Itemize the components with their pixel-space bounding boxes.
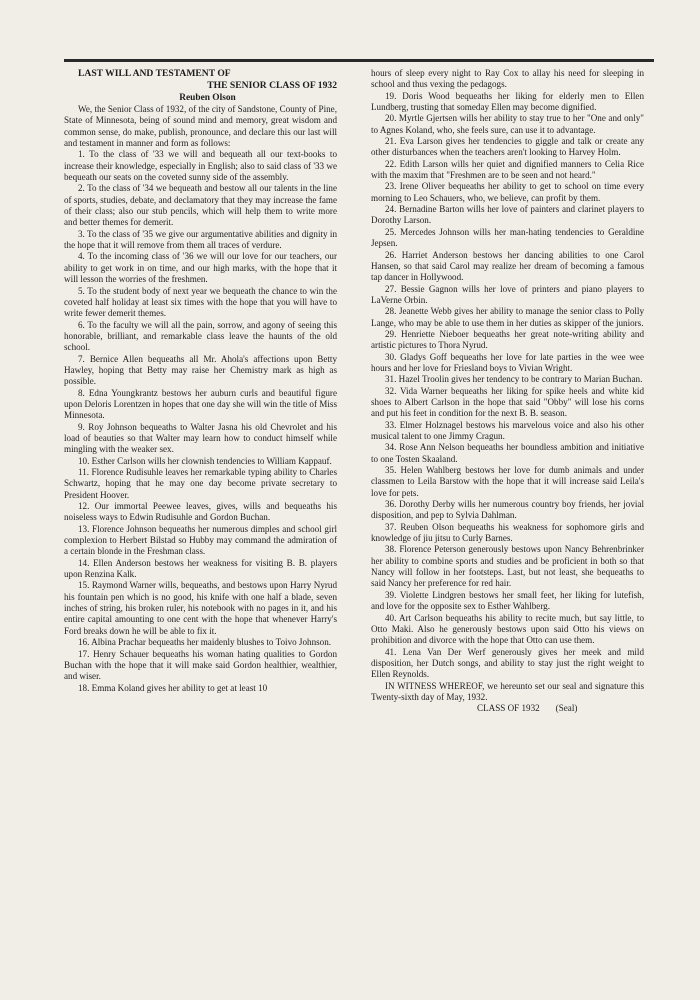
continued-text: hours of sleep every night to Ray Cox to allay his need for sleeping in school and thus vexing the pedagogs. — [371, 68, 644, 90]
will-item: 7. Bernice Allen bequeaths all Mr. Ahola's affections upon Betty Hawley, hoping that Betty may raise her Chemistry mark as high as possible. — [64, 353, 337, 387]
will-item: 16. Albina Prachar bequeaths her maidenly blushes to Toivo Johnson. — [78, 637, 332, 648]
heading-line-2: THE SENIOR CLASS OF 1932 — [207, 80, 337, 91]
will-item: 38. Florence Peterson generously bestows upon Nancy Behrenbrinker her ability to combine sports and studies and be proficient in both so that Nancy will follow in her footsteps. Last, but not least, she bequeaths to said Nancy her preference for red hair. — [371, 544, 644, 589]
will-item: 18. Emma Koland gives her ability to get at least 10 — [78, 682, 268, 693]
heading-line-1: LAST WILL AND TESTAMENT OF — [78, 68, 231, 79]
right-column — [371, 68, 644, 715]
top-rule — [64, 59, 654, 62]
will-item: 37. Reuben Olson bequeaths his weakness for sophomore girls and knowledge of jiu jitsu to Curly Barnes. — [371, 521, 644, 544]
will-item: 10. Esther Carlson wills her clownish tendencies to William Kappauf. — [78, 455, 332, 466]
will-item: 27. Bessie Gagnon wills her love of printers and piano players to LaVerne Orbin. — [371, 283, 644, 305]
will-item: 2. To the class of '34 we bequeath and bestow all our talents in the line of sports, studies, debate, and declamatory that they may increase the fame of their class; also our stub pencils, which will help them to write more and better themes for demerit. — [64, 183, 337, 228]
will-item: 17. Henry Schauer bequeaths his woman hating qualities to Gordon Buchan with the hope that it will make said Gordon healthier, wealthier, and wiser. — [64, 648, 337, 682]
will-item: 8. Edna Youngkrantz bestows her auburn curls and beautiful figure upon Deloris Lorentzen in hopes that one day she will win the title of Miss Minnesota. — [64, 387, 337, 421]
seal-mark: (Seal) — [555, 703, 578, 714]
will-item: 12. Our immortal Peewee leaves, gives, wills and bequeaths his noiseless ways to Edwin Rudisuhle and Gordon Buchan. — [64, 501, 337, 523]
will-item: 39. Violette Lindgren bestows her small feet, her liking for lutefish, and love for the opposite sex to Esther Wahlberg. — [371, 589, 644, 612]
will-item: 26. Harriet Anderson bestows her dancing abilities to one Carol Hansen, so that said Carol may realize her dream of becoming a famous tap dancer in Hollywood. — [371, 249, 644, 283]
will-item: 22. Edith Larson wills her quiet and dignified manners to Celia Rice with the maxim that "Freshmen are to be seen and not heard." — [371, 158, 644, 181]
will-item: 41. Lena Van Der Werf generously gives her meek and mild disposition, her Dutch songs, and ability to stay just the right weight to Ellen Reynolds. — [371, 646, 644, 680]
will-item: 5. To the student body of next year we bequeath the chance to win the coveted half holiday at least six times with the hope that you will have to write fewer demerit themes. — [64, 285, 337, 319]
will-item: 32. Vida Warner bequeaths her liking for spike heels and white kid shoes to Albert Carlson in the hope that said "Obby" will lose his corns and put his feet in condition for the next B. B. season. — [371, 385, 644, 419]
will-item: 21. Eva Larson gives her tendencies to giggle and talk or create any other disturbances when the teachers aren't looking to Harvey Holm. — [371, 136, 644, 158]
will-item: 40. Art Carlson bequeaths his ability to recite much, but say little, to Otto Maki. Also he generously bestows upon said Otto his views on prohibition and divorce with the hope that Otto can use them. — [371, 612, 644, 646]
will-item: 28. Jeanette Webb gives her ability to manage the senior class to Polly Lange, who may be able to use them in her duties as skipper of the juniors. — [371, 306, 644, 328]
will-item: 23. Irene Oliver bequeaths her ability to get to school on time every morning to Leo Schauers, who, we believe, can profit by them. — [371, 181, 644, 203]
preamble: We, the Senior Class of 1932, of the city of Sandstone, County of Pine, State of Minnesota, being of sound mind and memory, great wisdom and common sense, do make, publish, pronounce, and declare this our last will and testament in manner and form as follows: — [64, 104, 337, 149]
will-item: 25. Mercedes Johnson wills her man-hating tendencies to Geraldine Jepsen. — [371, 226, 644, 249]
will-item: 3. To the class of '35 we give our argumentative abilities and dignity in the hope that it will remove from them all traces of verdure. — [64, 228, 337, 251]
will-item: 11. Florence Rudisuhle leaves her remarkable typing ability to Charles Schwartz, hoping that he may one day become private secretary to President Hoover. — [64, 467, 337, 500]
signature-line — [371, 703, 644, 714]
will-item: 14. Ellen Anderson bestows her weakness for visiting B. B. players upon Renzina Kalk. — [64, 557, 337, 580]
signature: CLASS OF 1932 — [477, 703, 540, 714]
will-item: 6. To the faculty we will all the pain, sorrow, and agony of seeing this honorable, brilliant, and remarkable class leave the haunts of the old school. — [64, 319, 337, 353]
will-item: 31. Hazel Troolin gives her tendency to be contrary to Marian Buchan. — [385, 374, 643, 385]
will-item: 19. Doris Wood bequeaths her liking for elderly men to Ellen Lundberg, trusting that someday Ellen may become dignified. — [371, 90, 644, 113]
will-item: 34. Rose Ann Nelson bequeaths her boundless ambition and initiative to one Tosten Skaaland. — [371, 442, 644, 464]
will-item: 36. Dorothy Derby wills her numerous country boy friends, her jovial disposition, and pep to Sylvia Dahlman. — [371, 499, 644, 521]
will-item: 13. Florence Johnson bequeaths her numerous dimples and school girl complexion to Herbert Bilstad so Hubby may command the admiration of a certain blonde in the Freshman class. — [64, 523, 337, 557]
will-item: 30. Gladys Goff bequeaths her love for late parties in the wee wee hours and her love for Friesland boys to Vivian Wright. — [371, 351, 644, 373]
will-item: 4. To the incoming class of '36 we will our love for our teachers, our ability to get work in on time, and our high marks, with the hope that it will lesson the worries of the freshmen. — [64, 251, 337, 285]
will-item: 9. Roy Johnson bequeaths to Walter Jasna his old Chevrolet and his load of beauties so that Walter may learn how to conduct himself while mingling with the weaker sex. — [64, 421, 337, 455]
will-item: 35. Helen Wahlberg bestows her love for dumb animals and under classmen to Leila Barstow with the hope that it will increase said Leila's love for pets. — [371, 465, 644, 498]
author-name: Reuben Olson — [179, 93, 236, 103]
will-item: 15. Raymond Warner wills, bequeaths, and bestows upon Harry Nyrud his fountain pen which is no good, his knife with one half a blade, seven inches of string, his broken ruler, his notebook with no pages in it, and his entire capital amounting to one cent with the hope that whenever Harry's Ford breaks down he will be able to fix it. — [64, 580, 337, 636]
left-column — [64, 68, 337, 694]
will-item: 20. Myrtle Gjertsen wills her ability to stay true to her "One and only" to Agnes Koland, who, she feels sure, can use it to advantage. — [371, 113, 644, 135]
will-item: 1. To the class of '33 we will and bequeath all our text-books to increase their knowledge, especially in English; also to said class of '33 we bequeath our seats on the coveted sunny side of the assembly. — [64, 149, 337, 183]
will-item: 24. Bernadine Barton wills her love of painters and clarinet players to Dorothy Larson. — [371, 204, 644, 226]
will-item: 29. Henriette Nieboer bequeaths her great note-writing ability and artistic pictures to Thora Nyrud. — [371, 328, 644, 351]
will-item: 33. Elmer Holznagel bestows his marvelous voice and also his other musical talent to one Jimmy Cragun. — [371, 419, 644, 441]
witness-clause: IN WITNESS WHEREOF, we hereunto set our seal and signature this Twenty-sixth day of May, 1932. — [371, 680, 644, 702]
